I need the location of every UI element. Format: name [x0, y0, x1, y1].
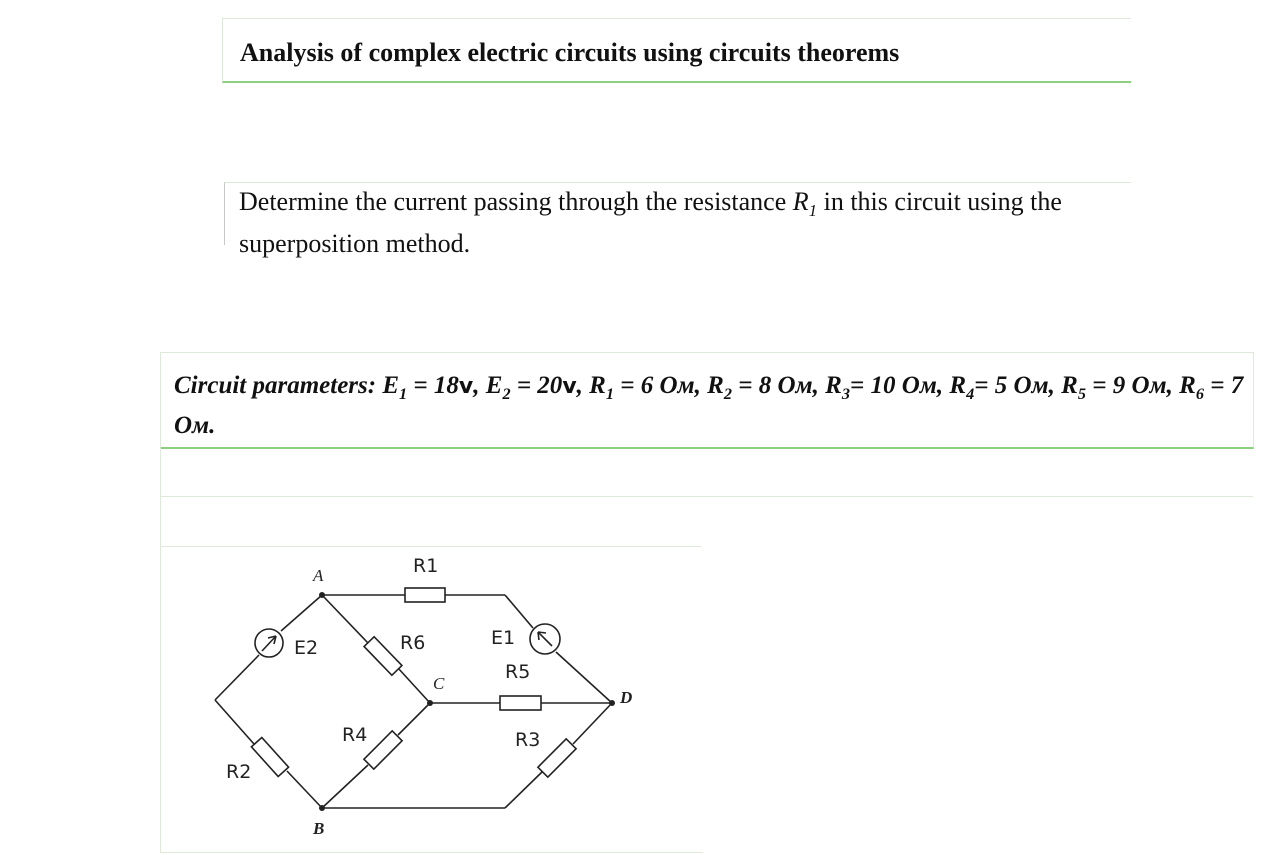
param-r6-sub: 6	[1195, 385, 1204, 403]
param-r1: , R	[576, 372, 606, 399]
param-r4-sub: 4	[966, 385, 975, 403]
param-e1: E	[382, 372, 400, 399]
param-r3-value: = 10 Ом,	[849, 372, 950, 399]
node-label-a: A	[313, 566, 324, 585]
param-r5-value: = 9 Ом,	[1085, 372, 1180, 399]
resistor-r3	[538, 739, 576, 777]
wire-bottom-right-r3	[505, 772, 542, 808]
source-e1	[530, 624, 560, 654]
task-text-after: in this circuit using the superposition method.	[239, 187, 1062, 259]
wire-r2-b	[287, 771, 322, 808]
param-r3-sub: 3	[841, 385, 850, 403]
resistor-r4	[364, 731, 402, 769]
wire-e2-left	[215, 655, 259, 700]
param-r2: R	[707, 372, 724, 399]
param-e1-value: = 18	[407, 372, 459, 399]
param-r6: R	[1179, 372, 1196, 399]
param-e2-value: = 20	[510, 372, 563, 399]
wire-r4-b	[322, 765, 368, 808]
wire-top-right-e1	[505, 595, 533, 628]
label-r6: R6	[400, 632, 426, 654]
source-e2	[255, 629, 283, 657]
label-r3: R3	[515, 729, 541, 751]
param-r2-value: = 8 Ом,	[731, 372, 826, 399]
resistor-r5	[500, 696, 541, 710]
node-label-d: D	[620, 688, 633, 707]
task-r-symbol: R	[792, 187, 809, 216]
resistor-r1	[405, 588, 445, 602]
node-dot-a	[319, 592, 325, 598]
param-e2-unit: v	[562, 374, 577, 399]
wire-c-r4	[398, 703, 430, 735]
param-e2-sub: 2	[502, 385, 511, 403]
task-text-before: Determine the current passing through the resistance	[239, 187, 793, 216]
label-r4: R4	[342, 724, 368, 746]
param-sep: ,	[473, 372, 486, 399]
param-r4-value: = 5 Ом,	[974, 372, 1062, 399]
wire-r3-d	[573, 703, 612, 744]
resistor-r6	[364, 637, 402, 675]
node-dots	[319, 592, 615, 811]
param-r3: R	[825, 372, 842, 399]
param-r4: R	[949, 372, 967, 399]
label-r1: R1	[413, 555, 439, 577]
node-dot-c	[427, 700, 433, 706]
label-r5: R5	[505, 661, 531, 683]
label-r2: R2	[226, 761, 252, 783]
label-e1: E1	[491, 627, 516, 649]
node-dot-d	[609, 700, 615, 706]
param-r1-value: = 6 Ом,	[613, 372, 708, 399]
node-label-c: C	[433, 674, 445, 693]
wire-r6-c	[398, 668, 430, 703]
params-label: Circuit parameters:	[174, 372, 383, 399]
label-e2: E2	[294, 637, 319, 659]
param-e2: E	[485, 372, 503, 399]
node-label-b: B	[313, 819, 325, 838]
task-r-subscript: 1	[808, 201, 818, 221]
param-r1-sub: 1	[605, 385, 614, 403]
wire-e1-d	[556, 652, 612, 703]
wire-left-r2	[215, 700, 254, 744]
param-e1-unit: v	[458, 374, 474, 399]
resistor-r2	[251, 737, 288, 776]
page-title: Analysis of complex electric circuits using circuits theorems	[240, 38, 900, 67]
param-r2-sub: 2	[723, 385, 732, 403]
node-dot-b	[319, 805, 325, 811]
param-r6-value: = 7 Ом.	[174, 372, 1244, 439]
wire-a-r6	[322, 595, 368, 643]
param-r5: R	[1061, 372, 1078, 399]
param-r5-sub: 5	[1077, 385, 1086, 403]
wire-a-e2	[281, 595, 322, 631]
param-e1-sub: 1	[399, 385, 408, 403]
